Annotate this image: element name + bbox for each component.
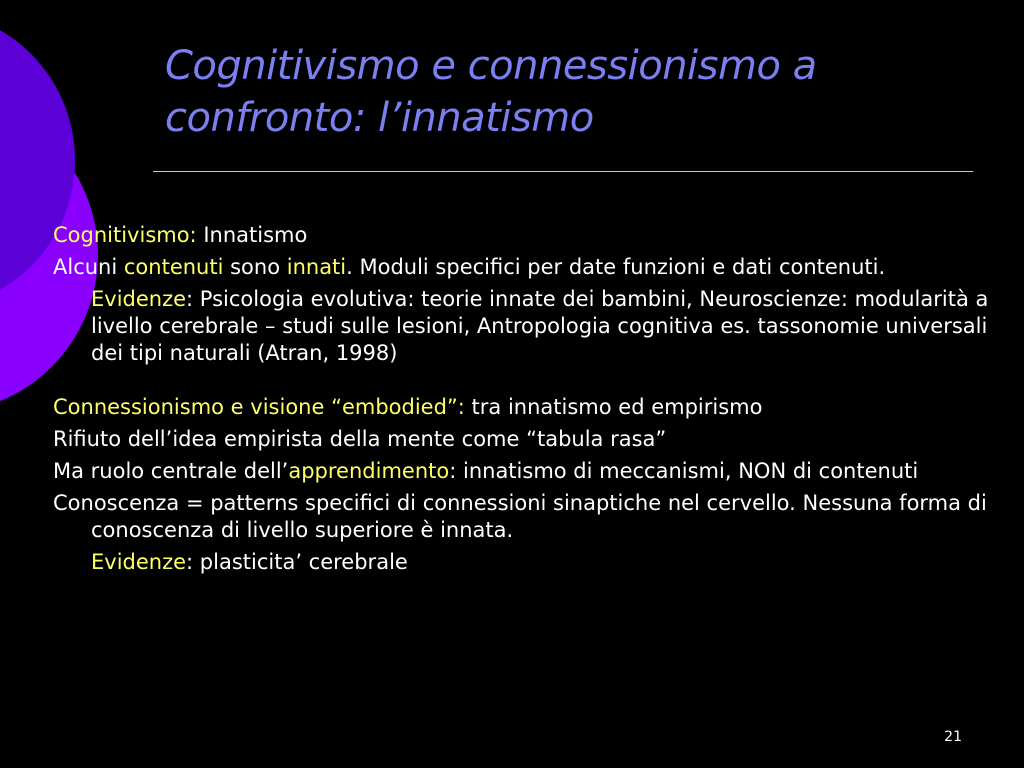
text-moduli: . Moduli specifici per date funzioni e dati contenuti.: [346, 255, 886, 279]
label-evidenze-1: Evidenze: [91, 287, 187, 311]
paragraph-cognitivismo: [53, 222, 993, 249]
highlight-innati: innati: [286, 255, 347, 279]
text-evidenze-2: : plasticita’ cerebrale: [186, 550, 408, 574]
slide-title: [165, 40, 985, 144]
title-line-2: confronto: l’innatismo: [165, 95, 594, 141]
label-connessionismo: Connessionismo e visione “embodied”:: [53, 395, 465, 419]
slide-number: 21: [944, 729, 962, 745]
text-alcuni: Alcuni: [53, 255, 124, 279]
label-cognitivismo: Cognitivismo:: [53, 223, 197, 247]
paragraph-apprendimento: [53, 458, 993, 485]
paragraph-conoscenza: [53, 490, 993, 544]
title-divider: [153, 171, 973, 172]
highlight-apprendimento: apprendimento: [288, 459, 450, 483]
title-line-1: Cognitivismo e connessionismo a: [165, 43, 817, 89]
text-tabula-rasa: Rifiuto dell’idea empirista della mente come “tabula rasa”: [53, 427, 667, 451]
paragraph-contenuti-innati: [53, 254, 993, 281]
paragraph-evidenze-1: [53, 286, 993, 367]
paragraph-connessionismo: [53, 394, 993, 421]
paragraph-tabula-rasa: [53, 426, 993, 453]
label-evidenze-2: Evidenze: [91, 550, 187, 574]
text-conoscenza: Conoscenza = patterns specifici di connessioni sinaptiche nel cervello. Nessuna forma di conoscenza di livello superiore è innata.: [53, 491, 987, 542]
slide-body: [53, 222, 993, 581]
text-evidenze-1: : Psicologia evolutiva: teorie innate dei bambini, Neuroscienze: modularità a livello cerebrale – studi sulle lesioni, Antropologia cognitiva es. tassonomie universali dei tipi naturali (Atran, 1998): [91, 287, 989, 365]
paragraph-evidenze-2: [53, 549, 993, 576]
text-connessionismo: tra innatismo ed empirismo: [464, 395, 763, 419]
text-sono: sono: [223, 255, 287, 279]
highlight-contenuti: contenuti: [123, 255, 224, 279]
text-innatismo-meccanismi: : innatismo di meccanismi, NON di contenuti: [449, 459, 919, 483]
text-innatismo: Innatismo: [196, 223, 308, 247]
text-ma-ruolo: Ma ruolo centrale dell’: [53, 459, 289, 483]
spacer: [53, 372, 993, 394]
